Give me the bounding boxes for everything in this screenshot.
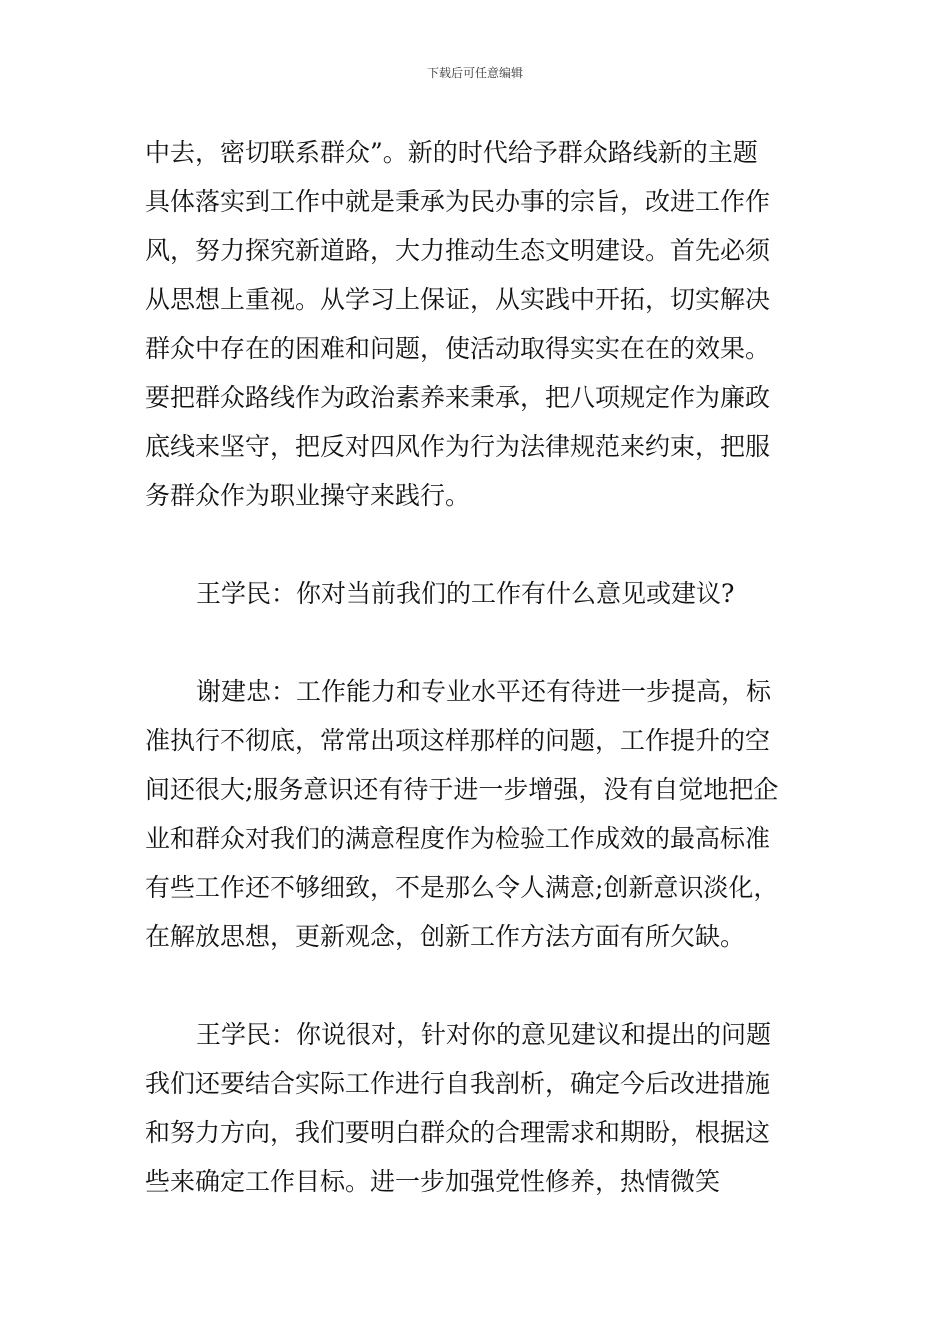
paragraph-gap: [145, 520, 810, 569]
paragraph-gap: [145, 961, 810, 1010]
text-line: 中去，密切联系群众”。新的时代给予群众路线新的主题: [145, 138, 758, 167]
text-line: 谢建忠：工作能力和专业水平还有待进一步提高，标: [196, 677, 772, 706]
text-line: 具体落实到工作中就是秉承为民办事的宗旨，改进工作作: [145, 187, 771, 216]
paragraph-answer: [145, 667, 810, 961]
text-line: 王学民：你说很对，针对你的意见建议和提出的问题: [196, 1020, 772, 1049]
paragraph-response: [145, 1010, 810, 1206]
page-header: 下载后可任意编辑: [426, 66, 523, 80]
text-line: 风，努力探究新道路，大力推动生态文明建设。首先必须: [145, 236, 771, 265]
text-line: 我们还要结合实际工作进行自我剖析，确定今后改进措施: [145, 1069, 771, 1098]
text-line: 群众中存在的困难和问题，使活动取得实实在在的效果。: [145, 334, 771, 363]
text-line: 些来确定工作目标。进一步加强党性修养，热情微笑: [145, 1167, 721, 1196]
text-line: 要把群众路线作为政治素养来秉承，把八项规定作为廉政: [145, 383, 771, 412]
text-line: 间还很大;服务意识还有待于进一步增强，没有自觉地把企: [145, 775, 779, 804]
paragraph-continuation: [145, 128, 810, 520]
text-line: 在解放思想，更新观念，创新工作方法方面有所欠缺。: [145, 922, 746, 951]
text-line: 业和群众对我们的满意程度作为检验工作成效的最高标准: [145, 824, 771, 853]
text-line: 王学民：你对当前我们的工作有什么意见或建议?: [196, 579, 735, 608]
text-line: 务群众作为职业操守来践行。: [145, 481, 471, 510]
paragraph-gap: [145, 618, 810, 667]
text-line: 有些工作还不够细致，不是那么令人满意;创新意识淡化，: [145, 873, 779, 902]
text-line: 和努力方向，我们要明白群众的合理需求和期盼，根据这: [145, 1118, 771, 1147]
text-line: 准执行不彻底，常常出项这样那样的问题，工作提升的空: [145, 726, 771, 755]
document-body: [145, 128, 810, 1206]
text-line: 从思想上重视。从学习上保证，从实践中开拓，切实解决: [145, 285, 771, 314]
text-line: 底线来坚守，把反对四风作为行为法律规范来约束，把服: [145, 432, 771, 461]
paragraph-question: [145, 569, 810, 618]
